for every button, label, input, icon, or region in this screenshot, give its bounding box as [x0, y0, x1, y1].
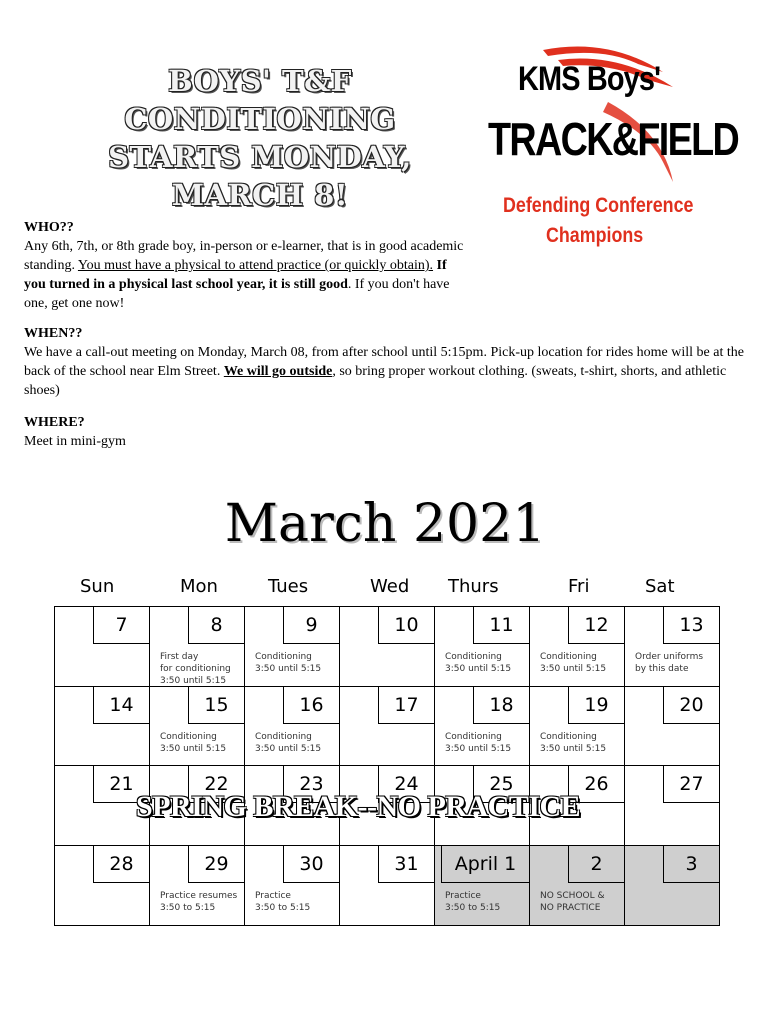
- day-note: Conditioning 3:50 until 5:15: [160, 732, 227, 754]
- weekday-thurs: Thurs: [448, 576, 499, 597]
- day-note: Conditioning 3:50 until 5:15: [445, 732, 512, 754]
- logo-line-1: KMS Boys': [518, 60, 661, 98]
- spring-break-banner: SPRING BREAK--NO PRACTICE: [136, 790, 581, 823]
- calendar-day-cell: [529, 845, 625, 926]
- day-note: Conditioning 3:50 until 5:15: [540, 732, 607, 754]
- calendar-day-cell: [624, 606, 720, 687]
- logo-line-2: TRACK&FIELD: [488, 113, 739, 165]
- headline-line-1: BOYS' T&F CONDITIONING: [124, 64, 396, 136]
- calendar-day-cell: [54, 686, 150, 767]
- calendar-day-cell: [434, 686, 530, 767]
- day-note: Conditioning 3:50 until 5:15: [255, 652, 322, 674]
- when-text-1: We have a call-out meeting on Monday, March 08, from after school until 5:15pm. Pick-up location for rides home will be at the back of the school near Elm Street.: [24, 345, 744, 379]
- calendar-day-cell: [54, 606, 150, 687]
- day-number: 17: [378, 687, 434, 724]
- day-number: 22: [188, 766, 244, 803]
- day-number: 13: [663, 607, 719, 644]
- calendar-day-cell: [339, 845, 435, 926]
- day-number: 25: [473, 766, 529, 803]
- day-number: 29: [188, 846, 244, 883]
- calendar-day-cell: [624, 765, 720, 847]
- day-number: 19: [568, 687, 624, 724]
- day-note: Practice resumes 3:50 to 5:15: [160, 891, 238, 913]
- calendar-title: March 2021: [224, 494, 546, 554]
- calendar-day-cell: [434, 845, 530, 926]
- day-number: 16: [283, 687, 339, 724]
- day-note: Conditioning 3:50 until 5:15: [540, 652, 607, 674]
- headline-line-3: MARCH 8!: [171, 178, 349, 212]
- day-number: 20: [663, 687, 719, 724]
- weekday-sun: Sun: [80, 576, 115, 597]
- day-note: NO SCHOOL & NO PRACTICE: [540, 891, 605, 913]
- day-number: 21: [93, 766, 149, 803]
- when-section: [24, 324, 746, 400]
- who-text-3: If you turned in a physical last school year, it is still good: [24, 258, 447, 292]
- calendar-day-cell: [434, 606, 530, 687]
- day-note: Practice 3:50 to 5:15: [445, 891, 501, 913]
- calendar-day-cell: [624, 845, 720, 926]
- calendar-day-cell: [624, 686, 720, 767]
- day-number: 28: [93, 846, 149, 883]
- when-text-2: We will go outside: [223, 364, 333, 379]
- weekday-tues: Tues: [268, 576, 309, 597]
- logo-line-4: Champions: [546, 224, 644, 247]
- day-note: Conditioning 3:50 until 5:15: [255, 732, 322, 754]
- day-number: 23: [283, 766, 339, 803]
- when-text-3: , so bring proper workout clothing. (sweats, t-shirt, shorts, and athletic shoes): [24, 364, 727, 398]
- calendar-day-cell: [529, 606, 625, 687]
- where-text: Meet in mini-gym: [24, 434, 126, 449]
- day-number: 11: [473, 607, 529, 644]
- day-number: 27: [663, 766, 719, 803]
- calendar-day-cell: [54, 845, 150, 926]
- day-number: 12: [568, 607, 624, 644]
- day-number: 10: [378, 607, 434, 644]
- where-section: [24, 413, 424, 451]
- calendar-day-cell: [244, 686, 340, 767]
- weekday-sat: Sat: [645, 576, 675, 597]
- day-number: 14: [93, 687, 149, 724]
- day-note: Order uniforms by this date: [635, 652, 704, 674]
- who-text-2: You must have a physical to attend practice (or quickly obtain).: [77, 258, 434, 273]
- who-text-4: . If you don't have one, get one now!: [24, 277, 450, 311]
- day-number: 15: [188, 687, 244, 724]
- calendar-day-cell: [244, 845, 340, 926]
- weekday-wed: Wed: [370, 576, 410, 597]
- day-note: Practice 3:50 to 5:15: [255, 891, 311, 913]
- weekday-mon: Mon: [180, 576, 218, 597]
- day-number: 24: [378, 766, 434, 803]
- day-number: 3: [663, 846, 719, 883]
- day-note: First day for conditioning 3:50 until 5:15: [160, 652, 231, 686]
- day-number: 18: [473, 687, 529, 724]
- calendar-day-cell: [149, 606, 245, 687]
- day-number: 26: [568, 766, 624, 803]
- when-heading: WHEN??: [24, 326, 83, 341]
- headline-line-2: STARTS MONDAY,: [108, 140, 412, 174]
- day-number: 31: [378, 846, 434, 883]
- who-section: [24, 218, 464, 313]
- calendar-day-cell: [529, 686, 625, 767]
- day-note: Conditioning 3:50 until 5:15: [445, 652, 512, 674]
- calendar-day-cell: [339, 606, 435, 687]
- team-logo: [488, 42, 739, 257]
- calendar-day-cell: [339, 686, 435, 767]
- headline: [40, 62, 480, 214]
- who-text-1: Any 6th, 7th, or 8th grade boy, in-person or e-learner, that is in good academic standing.: [24, 239, 464, 273]
- where-heading: WHERE?: [24, 415, 85, 430]
- who-heading: WHO??: [24, 220, 74, 235]
- day-number: April 1: [441, 846, 529, 883]
- day-number: 8: [188, 607, 244, 644]
- day-number: 30: [283, 846, 339, 883]
- day-number: 9: [283, 607, 339, 644]
- calendar-day-cell: [149, 686, 245, 767]
- day-number: 2: [568, 846, 624, 883]
- day-number: 7: [93, 607, 149, 644]
- calendar-day-cell: [149, 845, 245, 926]
- calendar-day-cell: [244, 606, 340, 687]
- weekday-fri: Fri: [568, 576, 590, 597]
- logo-line-3: Defending Conference: [503, 194, 694, 217]
